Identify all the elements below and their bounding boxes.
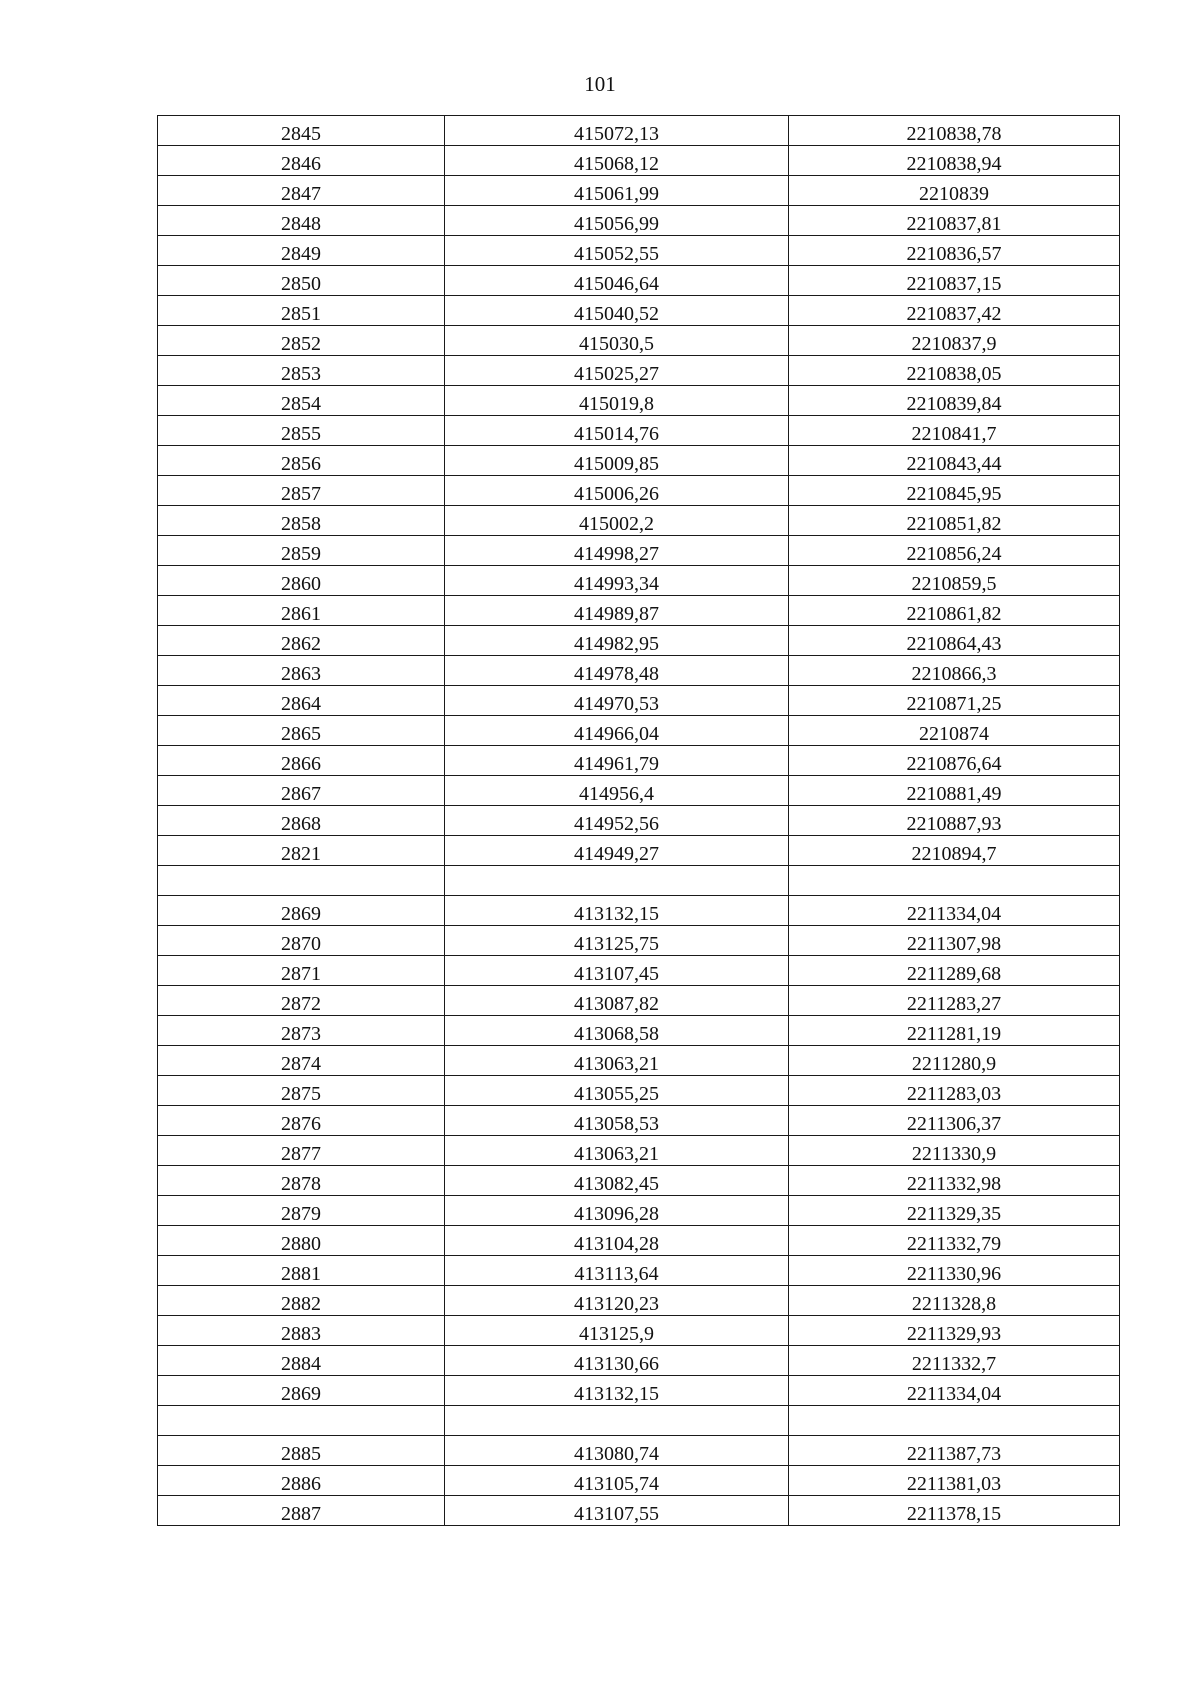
x-coordinate-cell: 413107,45 [445, 956, 789, 986]
y-coordinate-cell: 2211378,15 [789, 1496, 1120, 1526]
point-number-cell: 2875 [158, 1076, 445, 1106]
point-number-cell: 2865 [158, 716, 445, 746]
y-coordinate-cell: 2210894,7 [789, 836, 1120, 866]
table-row [158, 896, 1120, 926]
y-coordinate-cell: 2210866,3 [789, 656, 1120, 686]
x-coordinate-cell: 414956,4 [445, 776, 789, 806]
table-row [158, 266, 1120, 296]
table-row [158, 1286, 1120, 1316]
y-coordinate-cell: 2210837,81 [789, 206, 1120, 236]
point-number-cell: 2882 [158, 1286, 445, 1316]
y-coordinate-cell: 2211329,35 [789, 1196, 1120, 1226]
y-coordinate-cell: 2211334,04 [789, 896, 1120, 926]
point-number-cell: 2850 [158, 266, 445, 296]
x-coordinate-cell: 414970,53 [445, 686, 789, 716]
point-number-cell: 2854 [158, 386, 445, 416]
x-coordinate-cell: 414982,95 [445, 626, 789, 656]
x-coordinate-cell: 413105,74 [445, 1466, 789, 1496]
y-coordinate-cell: 2210861,82 [789, 596, 1120, 626]
point-number-cell: 2883 [158, 1316, 445, 1346]
point-number-cell: 2858 [158, 506, 445, 536]
table-row [158, 866, 1120, 896]
table-row [158, 806, 1120, 836]
y-coordinate-cell: 2211332,7 [789, 1346, 1120, 1376]
y-coordinate-cell: 2210838,94 [789, 146, 1120, 176]
table-row [158, 206, 1120, 236]
y-coordinate-cell: 2211330,96 [789, 1256, 1120, 1286]
point-number-cell: 2870 [158, 926, 445, 956]
x-coordinate-cell: 413125,75 [445, 926, 789, 956]
point-number-cell: 2887 [158, 1496, 445, 1526]
x-coordinate-cell [445, 866, 789, 896]
x-coordinate-cell: 413063,21 [445, 1046, 789, 1076]
x-coordinate-cell: 413107,55 [445, 1496, 789, 1526]
y-coordinate-cell: 2210839 [789, 176, 1120, 206]
y-coordinate-cell: 2211334,04 [789, 1376, 1120, 1406]
table-row [158, 1196, 1120, 1226]
point-number-cell: 2849 [158, 236, 445, 266]
x-coordinate-cell: 414966,04 [445, 716, 789, 746]
y-coordinate-cell: 2210837,42 [789, 296, 1120, 326]
y-coordinate-cell: 2210836,57 [789, 236, 1120, 266]
y-coordinate-cell: 2210876,64 [789, 746, 1120, 776]
x-coordinate-cell: 414993,34 [445, 566, 789, 596]
y-coordinate-cell: 2211381,03 [789, 1466, 1120, 1496]
x-coordinate-cell: 414961,79 [445, 746, 789, 776]
y-coordinate-cell: 2210864,43 [789, 626, 1120, 656]
y-coordinate-cell: 2210881,49 [789, 776, 1120, 806]
table-row [158, 1436, 1120, 1466]
table-row [158, 596, 1120, 626]
y-coordinate-cell: 2211289,68 [789, 956, 1120, 986]
y-coordinate-cell: 2210856,24 [789, 536, 1120, 566]
y-coordinate-cell: 2211328,8 [789, 1286, 1120, 1316]
table-row [158, 1076, 1120, 1106]
table-row [158, 1256, 1120, 1286]
y-coordinate-cell: 2210838,05 [789, 356, 1120, 386]
y-coordinate-cell: 2210837,15 [789, 266, 1120, 296]
point-number-cell: 2848 [158, 206, 445, 236]
y-coordinate-cell: 2211281,19 [789, 1016, 1120, 1046]
table-row [158, 1466, 1120, 1496]
point-number-cell: 2857 [158, 476, 445, 506]
y-coordinate-cell: 2210874 [789, 716, 1120, 746]
table-row [158, 956, 1120, 986]
point-number-cell: 2878 [158, 1166, 445, 1196]
point-number-cell: 2879 [158, 1196, 445, 1226]
y-coordinate-cell: 2210851,82 [789, 506, 1120, 536]
y-coordinate-cell: 2210843,44 [789, 446, 1120, 476]
table-row [158, 716, 1120, 746]
x-coordinate-cell: 413068,58 [445, 1016, 789, 1046]
y-coordinate-cell: 2211332,79 [789, 1226, 1120, 1256]
table-row [158, 1106, 1120, 1136]
point-number-cell: 2867 [158, 776, 445, 806]
x-coordinate-cell: 415006,26 [445, 476, 789, 506]
x-coordinate-cell: 415052,55 [445, 236, 789, 266]
table-row [158, 236, 1120, 266]
y-coordinate-cell: 2211330,9 [789, 1136, 1120, 1166]
point-number-cell: 2866 [158, 746, 445, 776]
y-coordinate-cell: 2211283,27 [789, 986, 1120, 1016]
point-number-cell: 2853 [158, 356, 445, 386]
x-coordinate-cell: 414998,27 [445, 536, 789, 566]
y-coordinate-cell: 2210841,7 [789, 416, 1120, 446]
x-coordinate-cell: 413087,82 [445, 986, 789, 1016]
point-number-cell: 2885 [158, 1436, 445, 1466]
x-coordinate-cell: 415072,13 [445, 116, 789, 146]
x-coordinate-cell: 415009,85 [445, 446, 789, 476]
x-coordinate-cell: 413096,28 [445, 1196, 789, 1226]
point-number-cell: 2862 [158, 626, 445, 656]
point-number-cell: 2877 [158, 1136, 445, 1166]
x-coordinate-cell: 414949,27 [445, 836, 789, 866]
point-number-cell: 2847 [158, 176, 445, 206]
x-coordinate-cell: 413130,66 [445, 1346, 789, 1376]
y-coordinate-cell [789, 866, 1120, 896]
point-number-cell: 2860 [158, 566, 445, 596]
point-number-cell: 2876 [158, 1106, 445, 1136]
table-row [158, 1406, 1120, 1436]
x-coordinate-cell: 414989,87 [445, 596, 789, 626]
y-coordinate-cell: 2210859,5 [789, 566, 1120, 596]
table-row [158, 926, 1120, 956]
y-coordinate-cell: 2211332,98 [789, 1166, 1120, 1196]
table-row [158, 386, 1120, 416]
y-coordinate-cell: 2211306,37 [789, 1106, 1120, 1136]
table-row [158, 1046, 1120, 1076]
table-row [158, 1496, 1120, 1526]
x-coordinate-cell: 415014,76 [445, 416, 789, 446]
x-coordinate-cell: 413125,9 [445, 1316, 789, 1346]
table-row [158, 326, 1120, 356]
x-coordinate-cell: 413055,25 [445, 1076, 789, 1106]
x-coordinate-cell [445, 1406, 789, 1436]
point-number-cell [158, 1406, 445, 1436]
table-row [158, 776, 1120, 806]
x-coordinate-cell: 415019,8 [445, 386, 789, 416]
y-coordinate-cell: 2211280,9 [789, 1046, 1120, 1076]
point-number-cell: 2852 [158, 326, 445, 356]
y-coordinate-cell: 2210838,78 [789, 116, 1120, 146]
table-row [158, 1376, 1120, 1406]
point-number-cell: 2846 [158, 146, 445, 176]
table-row [158, 146, 1120, 176]
point-number-cell: 2863 [158, 656, 445, 686]
table-row [158, 1346, 1120, 1376]
coordinates-table-body [158, 116, 1120, 1526]
x-coordinate-cell: 415068,12 [445, 146, 789, 176]
point-number-cell: 2868 [158, 806, 445, 836]
x-coordinate-cell: 413104,28 [445, 1226, 789, 1256]
table-row [158, 1226, 1120, 1256]
table-row [158, 1016, 1120, 1046]
y-coordinate-cell: 2210871,25 [789, 686, 1120, 716]
table-row [158, 506, 1120, 536]
y-coordinate-cell: 2211329,93 [789, 1316, 1120, 1346]
table-row [158, 686, 1120, 716]
x-coordinate-cell: 413113,64 [445, 1256, 789, 1286]
point-number-cell: 2880 [158, 1226, 445, 1256]
point-number-cell: 2886 [158, 1466, 445, 1496]
x-coordinate-cell: 415030,5 [445, 326, 789, 356]
point-number-cell: 2872 [158, 986, 445, 1016]
x-coordinate-cell: 413080,74 [445, 1436, 789, 1466]
point-number-cell: 2884 [158, 1346, 445, 1376]
y-coordinate-cell: 2211283,03 [789, 1076, 1120, 1106]
point-number-cell: 2861 [158, 596, 445, 626]
x-coordinate-cell: 415046,64 [445, 266, 789, 296]
point-number-cell [158, 866, 445, 896]
table-row [158, 1136, 1120, 1166]
table-row [158, 656, 1120, 686]
page-number: 101 [584, 72, 616, 96]
table-row [158, 566, 1120, 596]
x-coordinate-cell: 415056,99 [445, 206, 789, 236]
point-number-cell: 2869 [158, 896, 445, 926]
point-number-cell: 2881 [158, 1256, 445, 1286]
table-row [158, 1166, 1120, 1196]
point-number-cell: 2869 [158, 1376, 445, 1406]
x-coordinate-cell: 413120,23 [445, 1286, 789, 1316]
table-row [158, 746, 1120, 776]
y-coordinate-cell [789, 1406, 1120, 1436]
table-row [158, 476, 1120, 506]
table-row [158, 446, 1120, 476]
x-coordinate-cell: 415002,2 [445, 506, 789, 536]
point-number-cell: 2864 [158, 686, 445, 716]
y-coordinate-cell: 2210837,9 [789, 326, 1120, 356]
table-row [158, 836, 1120, 866]
x-coordinate-cell: 413132,15 [445, 896, 789, 926]
x-coordinate-cell: 414952,56 [445, 806, 789, 836]
table-row [158, 626, 1120, 656]
x-coordinate-cell: 413082,45 [445, 1166, 789, 1196]
x-coordinate-cell: 413063,21 [445, 1136, 789, 1166]
table-row [158, 116, 1120, 146]
x-coordinate-cell: 415040,52 [445, 296, 789, 326]
point-number-cell: 2851 [158, 296, 445, 326]
table-row [158, 536, 1120, 566]
point-number-cell: 2873 [158, 1016, 445, 1046]
x-coordinate-cell: 414978,48 [445, 656, 789, 686]
table-row [158, 416, 1120, 446]
y-coordinate-cell: 2210887,93 [789, 806, 1120, 836]
point-number-cell: 2859 [158, 536, 445, 566]
x-coordinate-cell: 413132,15 [445, 1376, 789, 1406]
x-coordinate-cell: 415061,99 [445, 176, 789, 206]
point-number-cell: 2856 [158, 446, 445, 476]
point-number-cell: 2845 [158, 116, 445, 146]
table-row [158, 296, 1120, 326]
table-row [158, 1316, 1120, 1346]
y-coordinate-cell: 2210845,95 [789, 476, 1120, 506]
table-row [158, 356, 1120, 386]
point-number-cell: 2874 [158, 1046, 445, 1076]
x-coordinate-cell: 415025,27 [445, 356, 789, 386]
y-coordinate-cell: 2210839,84 [789, 386, 1120, 416]
table-row [158, 986, 1120, 1016]
point-number-cell: 2855 [158, 416, 445, 446]
table-row [158, 176, 1120, 206]
y-coordinate-cell: 2211307,98 [789, 926, 1120, 956]
coordinates-table [157, 115, 1120, 1526]
point-number-cell: 2871 [158, 956, 445, 986]
x-coordinate-cell: 413058,53 [445, 1106, 789, 1136]
point-number-cell: 2821 [158, 836, 445, 866]
y-coordinate-cell: 2211387,73 [789, 1436, 1120, 1466]
